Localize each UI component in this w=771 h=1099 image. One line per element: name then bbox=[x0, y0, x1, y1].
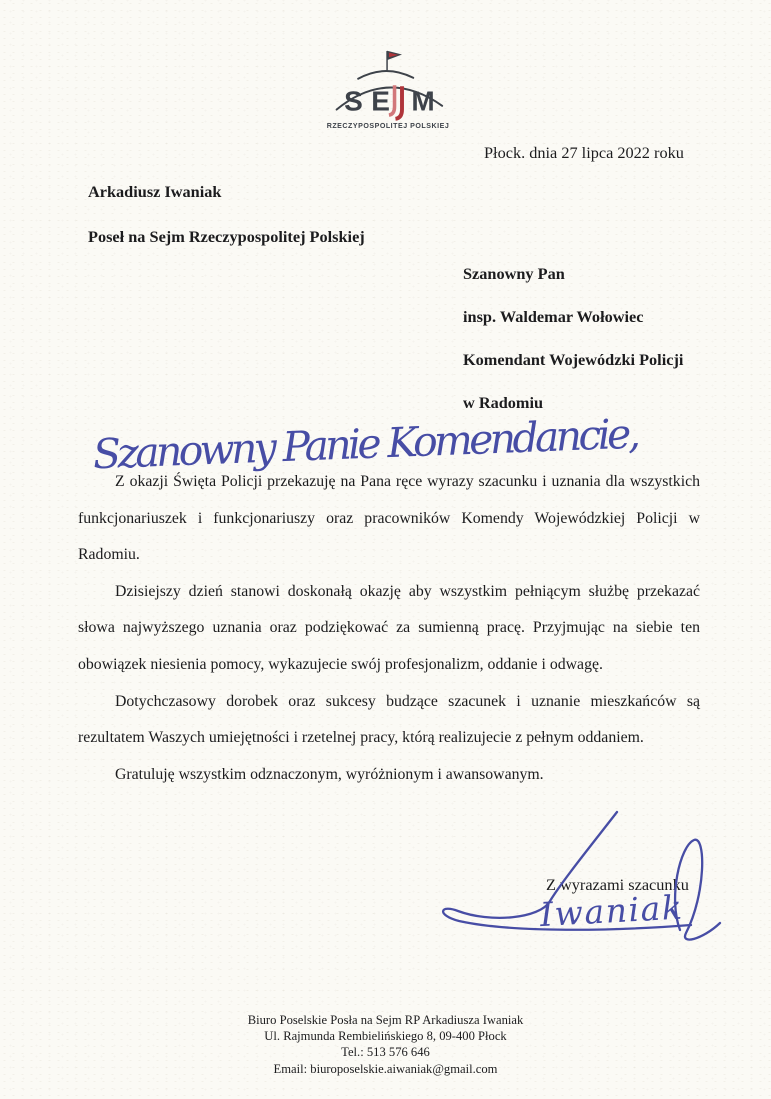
dateline: Płock. dnia 27 lipca 2022 roku bbox=[484, 143, 684, 162]
body-paragraph-4: Gratuluję wszystkim odznaczonym, wyróżnionym i awansowanym. bbox=[115, 765, 544, 783]
recipient-title: Komendant Wojewódzki Policji bbox=[463, 350, 684, 369]
dome-lantern-arc bbox=[358, 71, 413, 79]
body-paragraph-2: Dzisiejszy dzień stanowi doskonałą okazję aby wszystkim pełniącym służbę przekazać słowa najwyższego uznania oraz podziękować za sumienną pracę. Przyjmując na siebie ten obowiązek niesienia pomocy, wykazujecie swój profesjonalizm, oddanie i odwagę. bbox=[78, 582, 700, 673]
footer-office-name: Biuro Poselskie Posła na Sejm RP Arkadiusza Iwaniak bbox=[247, 1013, 524, 1027]
recipient-block bbox=[463, 252, 683, 424]
recipient-city: w Radomiu bbox=[463, 393, 544, 412]
logo-subtitle: RZECZYPOSPOLITEJ POLSKIEJ bbox=[326, 122, 450, 131]
office-footer bbox=[0, 1012, 771, 1077]
recipient-name: insp. Waldemar Wołowiec bbox=[463, 307, 644, 326]
footer-phone: Tel.: 513 576 646 bbox=[341, 1045, 430, 1060]
handwritten-signature bbox=[428, 798, 740, 950]
sender-title: Poseł na Sejm Rzeczypospolitej Polskiej bbox=[88, 227, 365, 246]
body-paragraph-1: Z okazji Święta Policji przekazuję na Pana ręce wyrazy szacunku i uznania dla wszystkich funkcjonariuszek i funkcjonariuszy oraz pracowników Komendy Wojewódzkiej Policji w Radomiu. bbox=[78, 473, 700, 564]
letter-body bbox=[78, 464, 700, 793]
logo-wordmark: S E M bbox=[344, 85, 436, 117]
flag-icon bbox=[387, 51, 402, 71]
footer-address: Ul. Rajmunda Rembielińskiego 8, 09-400 Płock bbox=[264, 1029, 507, 1044]
footer-email: Email: biuroposelskie.aiwaniak@gmail.com bbox=[273, 1061, 498, 1076]
closing-phrase: Z wyrazami szacunku bbox=[546, 875, 689, 894]
recipient-salutation: Szanowny Pan bbox=[463, 264, 565, 283]
signature-name-text: Iwaniak bbox=[538, 887, 683, 935]
sender-name: Arkadiusz Iwaniak bbox=[88, 182, 222, 201]
body-paragraph-3: Dotychczasowy dorobek oraz sukcesy budzące szacunek i uznanie mieszkańców są rezultatem Waszych umiejętności i rzetelnej pracy, którą realizujecie z pełnym oddaniem. bbox=[78, 692, 700, 747]
handwritten-greeting-text: Szanowny Panie Komendancie, bbox=[92, 409, 642, 479]
sejm-logo bbox=[318, 44, 458, 134]
